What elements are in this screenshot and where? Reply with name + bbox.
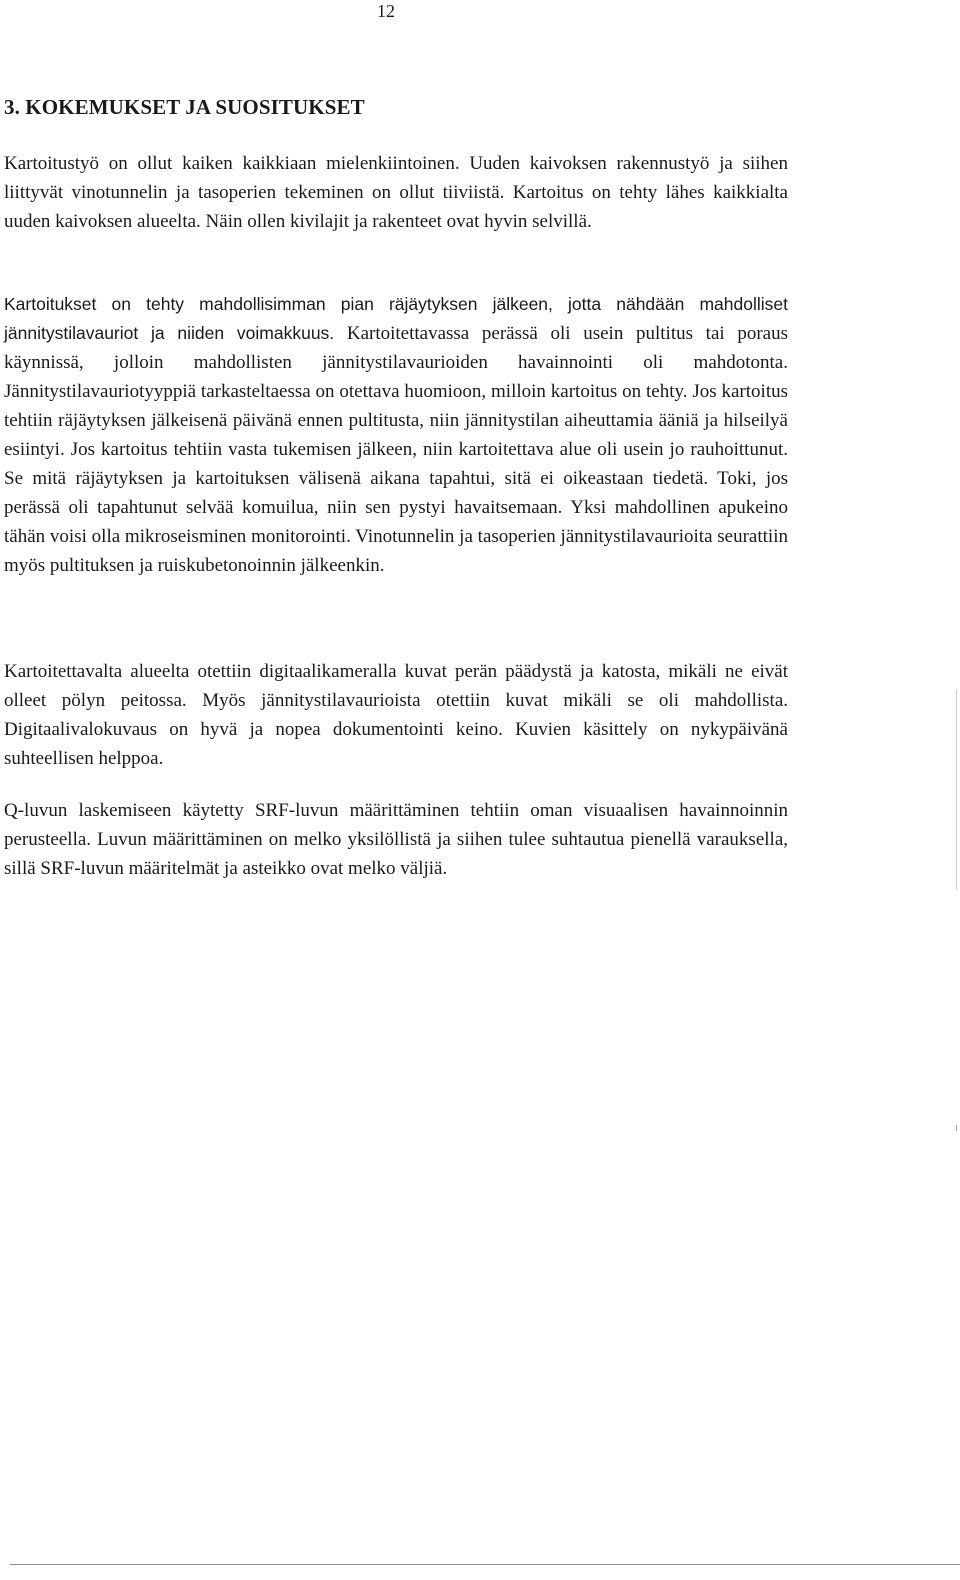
paragraph-2-text: Kartoitettavassa perässä oli usein pultitus tai poraus käynnissä, jolloin mahdollisten jännitystilavaurioiden havainnointi oli mahdotonta. Jännitystilavauriotyyppiä tarkasteltaessa on otettava huomioon, milloin kartoitus on tehty. Jos kartoitus tehtiin räjäytyksen jälkeisenä päivänä ennen pultitusta, niin jännitystilan aiheuttamia ääniä ja hilseilyä esiintyi. Jos kartoitus tehtiin vasta tukemisen jälkeen, niin kartoitettava alue oli usein jo rauhoittunut. Se mitä räjäytyksen ja kartoituksen välisenä aikana tapahtui, sitä ei oikeastaan tiedetä. Toki, jos perässä oli tapahtunut selvää komuilua, niin sen pystyi havaitsemaan. Yksi mahdollinen apukeino tähän voisi olla mikroseisminen monitorointi. Vinotunnelin ja tasoperien jännitystilavaurioita seurattiin myös pultituksen ja ruiskubetonoinnin jälkeenkin. [4,323,788,576]
page-bottom-rule [10,1564,960,1565]
paragraph-1 [4,149,788,236]
scan-edge-mark [956,1125,957,1131]
paragraph-1-text: Kartoitustyö on ollut kaiken kaikkiaan mielenkiintoinen. Uuden kaivoksen rakennustyö ja siihen liittyvät vinotunnelin ja tasoperien tekeminen on ollut tiiviistä. Kartoitus on tehty lähes kaikkialta uuden kaivoksen alueelta. Näin ollen kivilajit ja rakenteet ovat hyvin selvillä. [4,153,788,232]
paragraph-3 [4,657,788,773]
page-number: 12 [377,1,395,21]
paragraph-2 [4,290,788,580]
paragraph-4-text: Q-luvun laskemiseen käytetty SRF-luvun määrittäminen tehtiin oman visuaalisen havainnoinnin perusteella. Luvun määrittäminen on melko yksilöllistä ja siihen tulee suhtautua pienellä varauksella, sillä SRF-luvun määritelmät ja asteikko ovat melko väljiä. [4,800,788,879]
scan-edge-mark [956,690,957,890]
section-heading: 3. KOKEMUKSET JA SUOSITUKSET [4,95,365,119]
paragraph-4 [4,796,788,883]
paragraph-3-text: Kartoitettavalta alueelta otettiin digitaalikameralla kuvat perän päädystä ja katosta, mikäli ne eivät olleet pölyn peitossa. Myös jännitystilavaurioista otettiin kuvat mikäli se oli mahdollista. Digitaalivalokuvaus on hyvä ja nopea dokumentointi keino. Kuvien käsittely on nykypäivänä suhteellisen helppoa. [4,661,788,769]
paragraph-2-lead: Kartoitukset on tehty mahdollisimman pian räjäytyksen jälkeen, jotta nähdään mahdolliset jännitystilavauriot ja niiden voimakkuus. [4,294,788,343]
